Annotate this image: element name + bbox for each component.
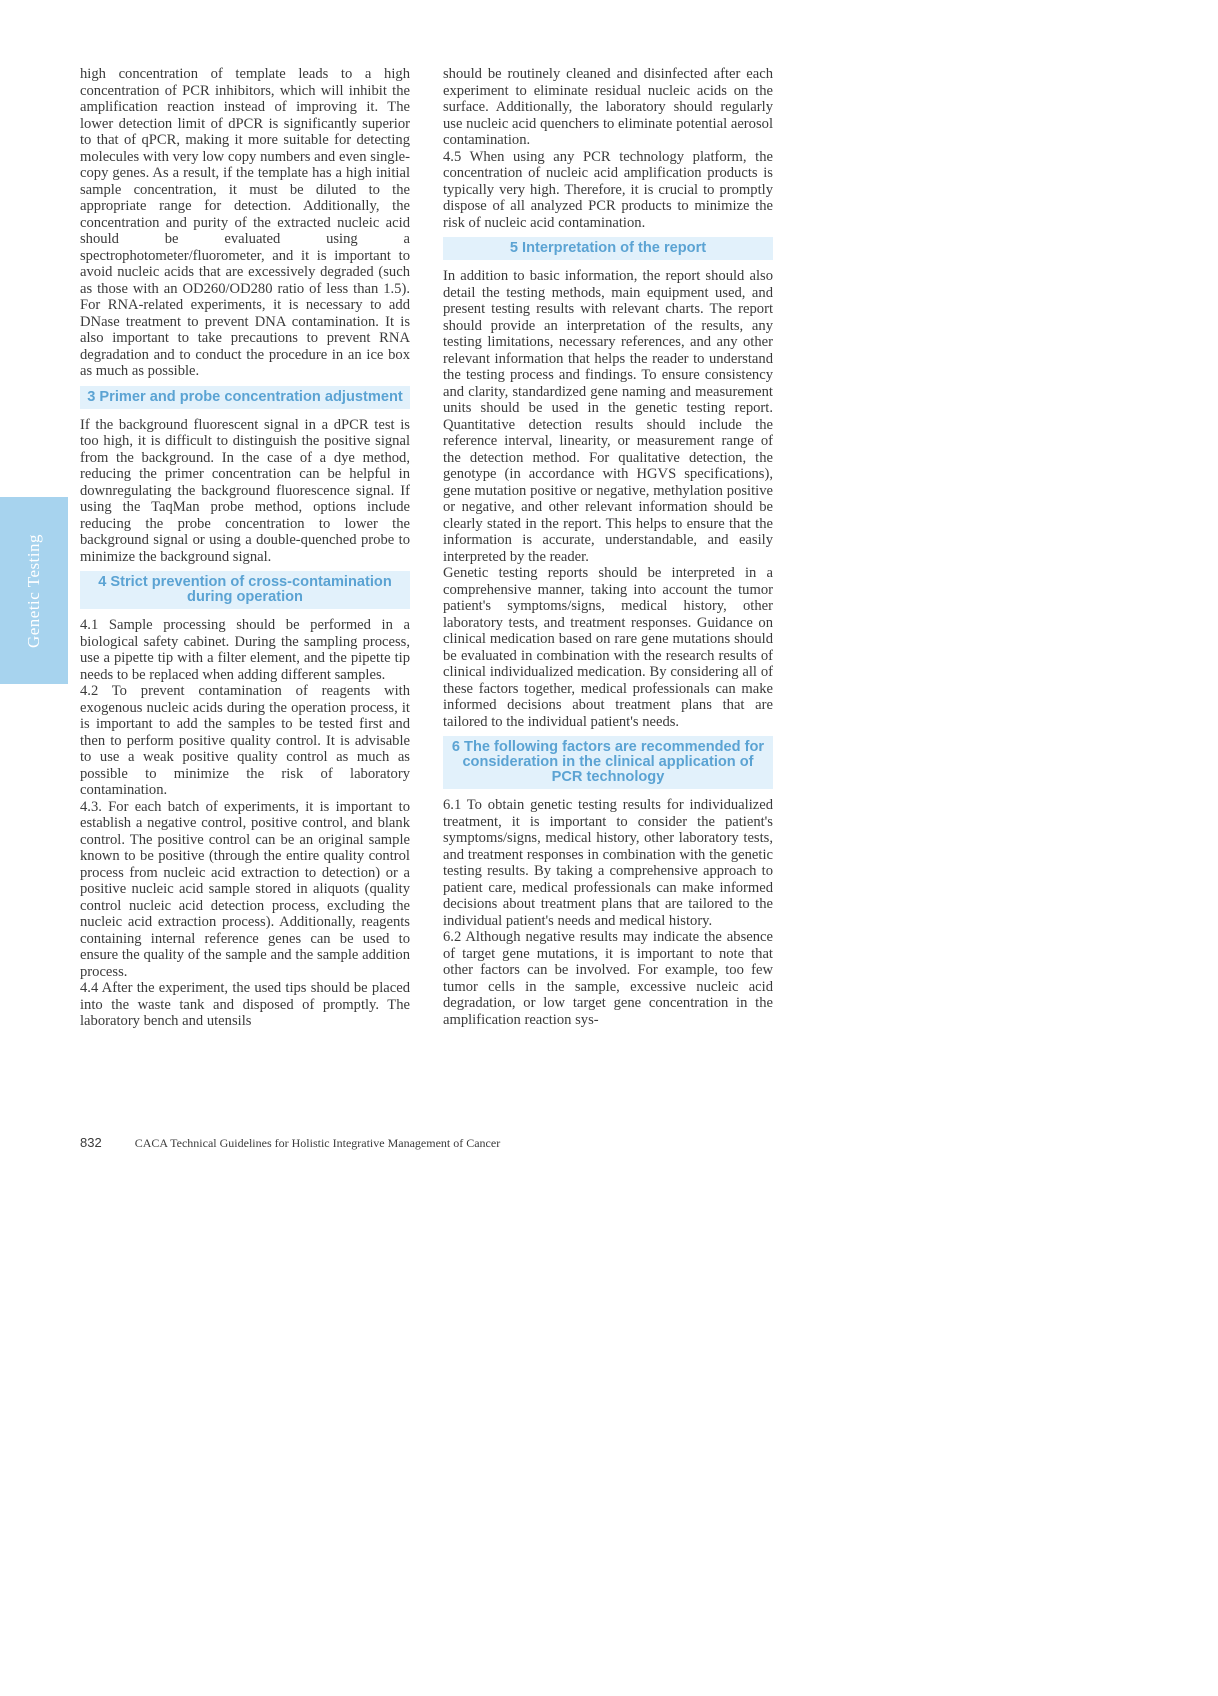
book-title: CACA Technical Guidelines for Holistic Integrative Management of Cancer — [134, 1136, 501, 1150]
section-heading-5: 5 Interpretation of the report — [443, 237, 773, 260]
section-side-tab — [0, 497, 68, 684]
paragraph: If the background fluorescent signal in a dPCR test is too high, it is difficult to distinguish the positive signal from the background. In the case of a dye method, reducing the primer concentration can be helpful in downregulating the background fluorescence signal. If using the TaqMan probe method, options include reducing the probe concentration to lower the background signal or using a double-quenched probe to minimize the background signal. — [80, 416, 410, 565]
page-footer — [80, 1135, 500, 1151]
paragraph: 4.1 Sample processing should be performed in a biological safety cabinet. During the sampling process, use a pipette tip with a filter element, and the pipette tip needs to be replaced when adding different samples. — [80, 617, 410, 683]
paragraph: 4.2 To prevent contamination of reagents with exogenous nucleic acids during the operation process, it is important to add the samples to be tested first and then to perform positive quality control. It is advisable to use a weak positive quality control as much as possible to minimize the risk of laboratory contamination. — [80, 683, 410, 798]
paragraph: In addition to basic information, the report should also detail the testing methods, main equipment used, and present testing results with relevant charts. The report should provide an interpretation of the results, any testing limitations, necessary references, and any other relevant information that helps the reader to understand the testing process and findings. To ensure consistency and clarity, standardized gene naming and measurement units should be used in the genetic testing report. Quantitative detection results should include the reference interval, linearity, or measurement range of the detection method. For qualitative detection, the genotype (in accordance with HGVS specifications), gene mutation positive or negative, methylation positive or negative, and other relevant information should be clearly stated in the report. This helps to ensure that the information is accurate, understandable, and easily interpreted by the reader. — [443, 268, 773, 565]
paragraph: 4.3. For each batch of experiments, it is important to establish a negative control, positive control, and blank control. The positive control can be an original sample known to be positive (through the entire quality control process from nucleic acid extraction to detection) or a positive nucleic acid sample stored in aliquots (quality control nucleic acid detection process, excluding the nucleic acid extraction process). Additionally, reagents containing internal reference genes can be used to ensure the quality of the sample and the sample addition process. — [80, 798, 410, 980]
paragraph: high concentration of template leads to a high concentration of PCR inhibitors, which will inhibit the amplification reaction instead of improving it. The lower detection limit of dPCR is significantly superior to that of qPCR, making it more suitable for detecting molecules with very low copy numbers and even single-copy genes. As a result, if the template has a high initial sample concentration, it must be diluted to the appropriate range for detection. Additionally, the concentration and purity of the extracted nucleic acid should be evaluated using a spectrophotometer/fluorometer, and it is important to avoid nucleic acids that are excessively degraded (such as those with an OD260/OD280 ratio of less than 1.5). For RNA-related experiments, it is necessary to add DNase treatment to prevent DNA contamination. It is also important to take precautions to prevent RNA degradation and to conduct the procedure in an ice box as much as possible. — [80, 66, 410, 379]
paragraph: Genetic testing reports should be interpreted in a comprehensive manner, taking into account the tumor patient's symptoms/signs, medical history, other laboratory tests, and treatment responses. Guidance on clinical medication based on rare gene mutations should be evaluated in combination with the research results of clinical individualized medication. By considering all of these factors together, medical professionals can make informed decisions about treatment plans that are tailored to the individual patient's needs. — [443, 565, 773, 730]
paragraph: 6.2 Although negative results may indicate the absence of target gene mutations, it is important to note that other factors can be involved. For example, too few tumor cells in the sample, excessive nucleic acid degradation, or low target gene concentration in the amplification reaction sys- — [443, 929, 773, 1028]
right-column — [443, 66, 773, 1028]
page-number: 832 — [80, 1135, 102, 1150]
section-heading-4: 4 Strict prevention of cross-contamination during operation — [80, 571, 410, 609]
paragraph: 6.1 To obtain genetic testing results for individualized treatment, it is important to consider the patient's symptoms/signs, medical history, other laboratory tests, and treatment responses in combination with the genetic testing results. By taking a comprehensive approach to patient care, medical professionals can make informed decisions about treatment plans that are tailored to the individual patient's needs and medical history. — [443, 797, 773, 929]
paragraph: 4.4 After the experiment, the used tips should be placed into the waste tank and disposed of promptly. The laboratory bench and utensils — [80, 980, 410, 1029]
section-heading-3: 3 Primer and probe concentration adjustment — [80, 386, 410, 409]
paragraph: 4.5 When using any PCR technology platform, the concentration of nucleic acid amplification products is typically very high. Therefore, it is crucial to promptly dispose of all analyzed PCR products to minimize the risk of nucleic acid contamination. — [443, 148, 773, 231]
section-heading-6: 6 The following factors are recommended for consideration in the clinical application of PCR technology — [443, 736, 773, 789]
paragraph: should be routinely cleaned and disinfected after each experiment to eliminate residual nucleic acids on the surface. Additionally, the laboratory should regularly use nucleic acid quenchers to eliminate potential aerosol contamination. — [443, 66, 773, 148]
side-tab-label: Genetic Testing — [24, 533, 43, 648]
left-column — [80, 66, 410, 1030]
